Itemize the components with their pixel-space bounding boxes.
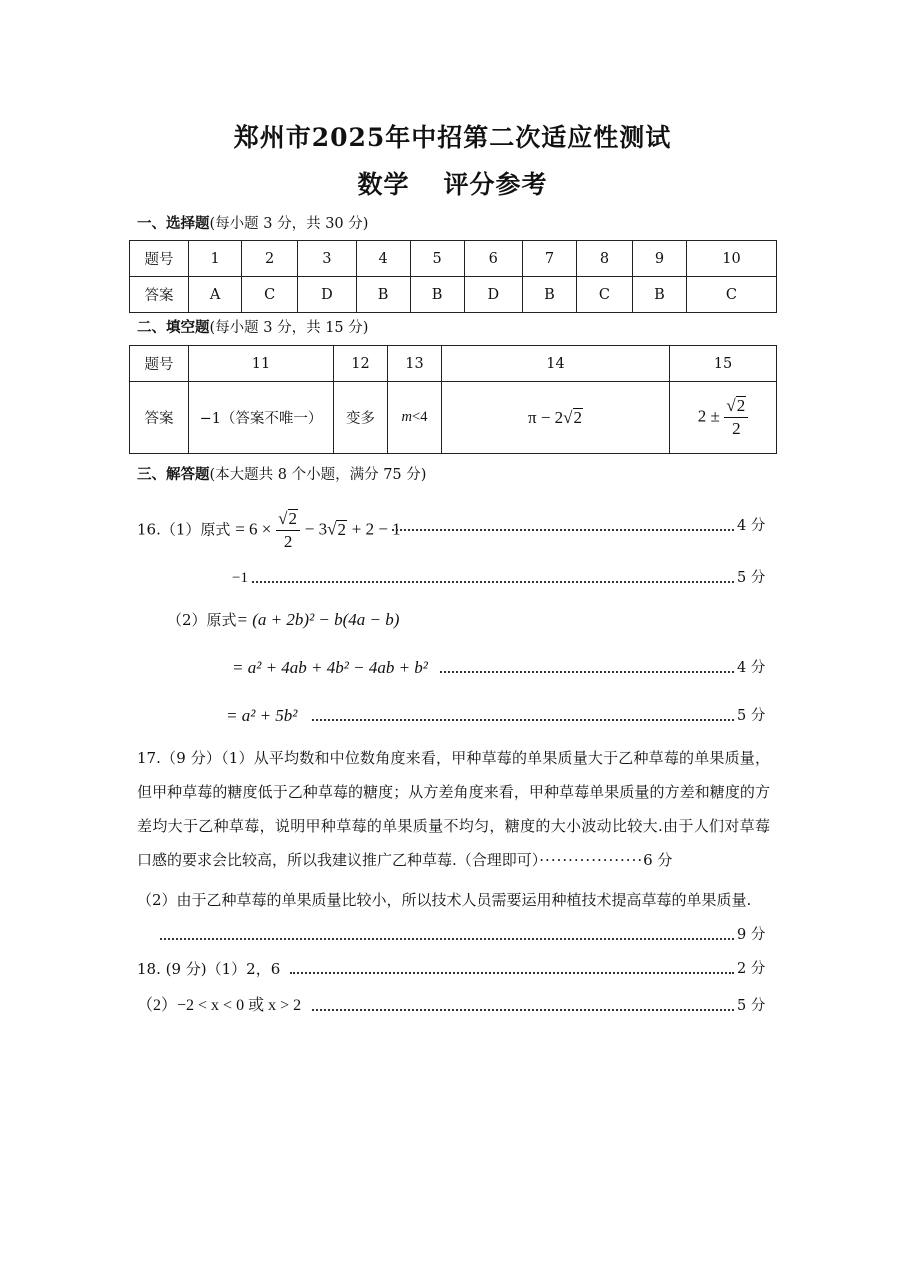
dot-leader xyxy=(160,925,734,945)
table-cell: 14 xyxy=(442,346,670,382)
q16-part2-result: = a² + 5b² xyxy=(226,706,298,725)
table-cell: C xyxy=(576,277,632,313)
dot-leader xyxy=(440,658,734,678)
answer-11: −1（答案不唯一） xyxy=(189,382,334,454)
table-cell: 13 xyxy=(388,346,442,382)
score-label: 4 分 xyxy=(737,518,766,534)
table-cell: C xyxy=(242,277,298,313)
table-row xyxy=(130,346,777,382)
table-cell: B xyxy=(410,277,464,313)
table-cell: B xyxy=(632,277,686,313)
table-cell: A xyxy=(189,277,242,313)
table-row xyxy=(130,241,777,277)
fill-answer-table xyxy=(129,345,777,454)
table-cell: 9 xyxy=(632,241,686,277)
q18-part2-text: （2）−2 < x < 0 或 x > 2 xyxy=(137,997,302,1014)
score-label: 5 分 xyxy=(737,998,766,1014)
document-title: 郑州市2025年中招第二次适应性测试 xyxy=(233,123,672,152)
row-label-answer: 答案 xyxy=(130,382,189,454)
score-label: 5 分 xyxy=(737,570,766,586)
subject-label: 数学 xyxy=(357,170,410,199)
dot-leader xyxy=(312,996,734,1016)
table-cell: D xyxy=(464,277,522,313)
row-label-question: 题号 xyxy=(130,241,189,277)
score-label: 5 分 xyxy=(737,708,766,724)
table-cell: C xyxy=(686,277,776,313)
table-cell: D xyxy=(298,277,356,313)
fraction: $\frac{√2}{2}$ xyxy=(276,508,300,553)
score-label: 9 分 xyxy=(737,927,766,943)
dot-leader xyxy=(252,568,734,588)
table-cell: 6 xyxy=(464,241,522,277)
answer-14: π − 2√2 xyxy=(442,382,670,454)
dot-leader xyxy=(392,516,734,536)
choice-answer-table xyxy=(129,240,777,313)
q16-part2-expr: （2）原式= (a + 2b)² − b(4a − b) xyxy=(167,610,400,629)
q18-part1-text: 18. (9 分)（1）2，6 xyxy=(137,960,281,978)
table-cell: B xyxy=(356,277,410,313)
q17-part1-text: 17.（9 分）（1）从平均数和中位数角度来看，甲种草莓的单果质量大于乙种草莓的单果质量，但甲种草莓的糖度低于乙种草莓的糖度；从方差角度来看，甲种草莓单果质量的方差和糖度的方差均大于乙种草莓，说明甲种草莓的单果质量不均匀，糖度的大小波动比较大.由于人们对草莓口感的要求会比较高，所以我建议推广乙种草莓.（合理即可）··················6 分 xyxy=(137,749,770,869)
dot-leader xyxy=(312,706,734,726)
q16-part1-expr: 16.（1）原式 = 6 × $\frac{√2}{2}$ − 3√2 + 2 − 1 xyxy=(137,509,401,551)
table-cell: 11 xyxy=(189,346,334,382)
q17-part2-text: （2）由于乙种草莓的单果质量比较小，所以技术人员需要运用种植技术提高草莓的单果质量. xyxy=(137,891,752,909)
table-cell: 12 xyxy=(334,346,388,382)
dot-leader xyxy=(290,959,734,979)
table-cell: 5 xyxy=(410,241,464,277)
fraction: $\frac{√2}{2}$ xyxy=(724,395,748,440)
table-cell: 7 xyxy=(523,241,577,277)
answer-12: 变多 xyxy=(334,382,388,454)
table-cell: 10 xyxy=(686,241,776,277)
table-cell: 15 xyxy=(670,346,777,382)
section3-heading: 三、解答题(本大题共 8 个小题，满分 75 分) xyxy=(137,466,427,483)
q16-part2-step: = a² + 4ab + 4b² − 4ab + b² xyxy=(232,658,428,677)
section1-heading: 一、选择题(每小题 3 分，共 30 分) xyxy=(137,215,369,232)
table-row xyxy=(130,277,777,313)
table-cell: 3 xyxy=(298,241,356,277)
table-cell: 4 xyxy=(356,241,410,277)
row-label-question: 题号 xyxy=(130,346,189,382)
score-label: 4 分 xyxy=(737,660,766,676)
answer-15: 2 ± $\frac{√2}{2}$ xyxy=(670,382,777,454)
table-cell: B xyxy=(523,277,577,313)
document-subtitle xyxy=(0,165,905,201)
subtitle-label: 评分参考 xyxy=(443,170,548,199)
table-row xyxy=(130,382,777,454)
table-cell: 8 xyxy=(576,241,632,277)
row-label-answer: 答案 xyxy=(130,277,189,313)
table-cell: 2 xyxy=(242,241,298,277)
table-cell: 1 xyxy=(189,241,242,277)
score-label: 2 分 xyxy=(737,961,766,977)
answer-13: m<4 xyxy=(388,382,442,454)
section2-heading: 二、填空题(每小题 3 分，共 15 分) xyxy=(137,319,369,336)
q16-part1-result: −1 xyxy=(232,570,248,586)
